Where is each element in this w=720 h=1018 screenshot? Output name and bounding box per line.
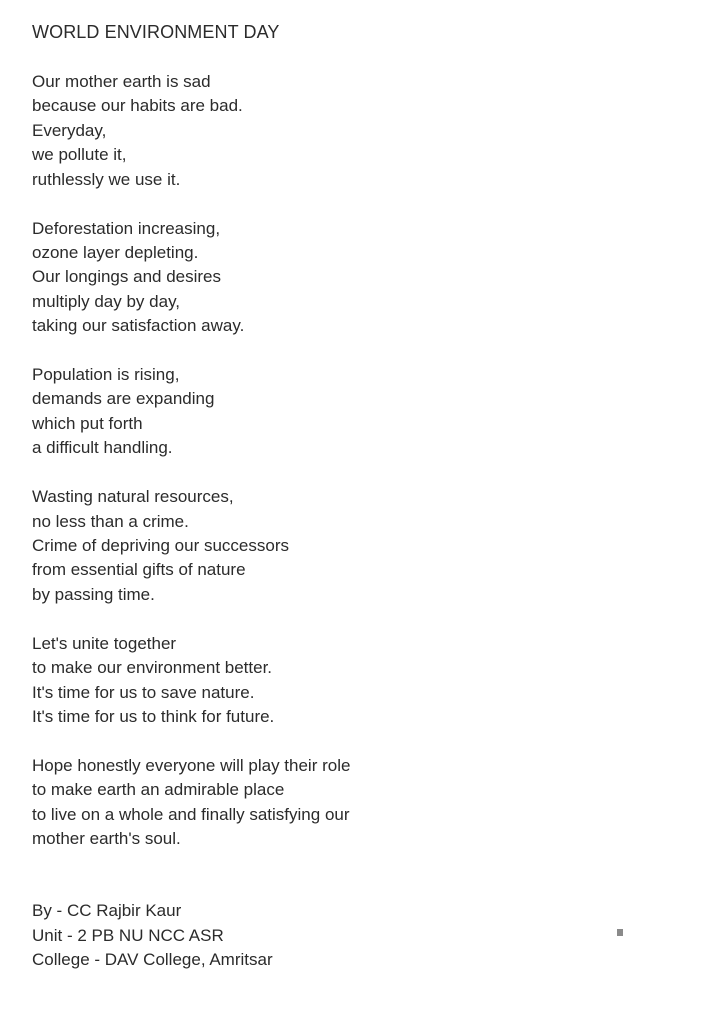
poem-line: Our longings and desires [32,267,222,287]
poem-line: multiply day by day, [32,291,181,311]
poem-line: to make earth an admirable place [32,780,285,800]
poem-line: taking our satisfaction away. [32,316,245,336]
poem-line: Hope honestly everyone will play their role [32,755,351,775]
poem-line: ruthlessly we use it. [32,169,181,189]
stanza-4 [32,485,632,607]
poem-line: Population is rising, [32,365,180,385]
signature-block [32,899,632,972]
stanza-6 [32,754,632,852]
poem-line: which put forth [32,413,143,433]
poem-line: to live on a whole and finally satisfying our [32,804,350,824]
stanza-5 [32,632,632,730]
poem-line: Everyday, [32,120,107,140]
poem-line: to make our environment better. [32,658,273,678]
poem-document [32,20,632,973]
poem-line: from essential gifts of nature [32,560,246,580]
signature-unit: Unit - 2 PB NU NCC ASR [32,925,224,945]
poem-title: WORLD ENVIRONMENT DAY [32,22,280,42]
stanza-1 [32,70,632,192]
poem-line: Our mother earth is sad [32,72,211,91]
poem-line: It's time for us to save nature. [32,682,255,702]
poem-line: we pollute it, [32,145,127,165]
poem-line: Crime of depriving our successors [32,536,289,555]
signature-college: College - DAV College, Amritsar [32,950,273,970]
poem-line: because our habits are bad. [32,96,243,116]
stanza-3 [32,363,632,461]
poem-line: demands are expanding [32,389,215,409]
poem-line: Deforestation increasing, [32,218,221,238]
signature-author: By - CC Rajbir Kaur [32,901,182,921]
poem-line: It's time for us to think for future. [32,706,275,726]
poem-line: no less than a crime. [32,511,189,531]
stanza-2 [32,217,632,339]
small-square-mark [617,929,623,936]
poem-line: Let's unite together [32,633,177,653]
poem-line: by passing time. [32,584,155,604]
poem-line: mother earth's soul. [32,829,181,849]
poem-line: ozone layer depleting. [32,242,199,262]
poem-line: a difficult handling. [32,438,173,458]
poem-line: Wasting natural resources, [32,487,234,507]
